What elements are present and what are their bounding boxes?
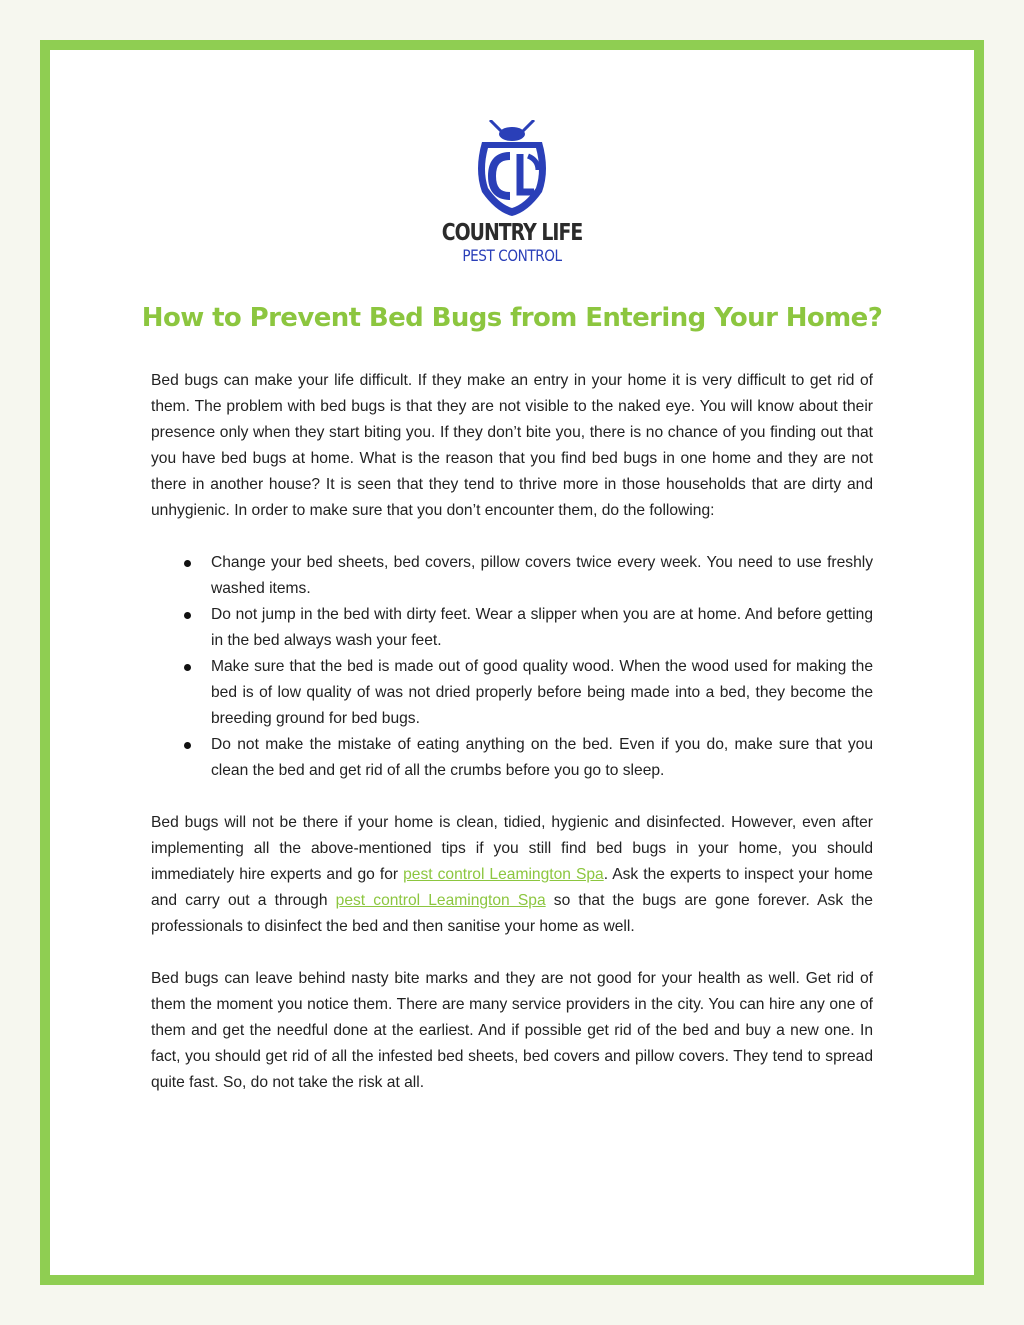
list-item-text: Do not jump in the bed with dirty feet. Wear a slipper when you are at home. And before getting in the bed always wash your feet. <box>211 606 873 649</box>
paragraph-text: Bed bugs will not be there if your home is clean, tidied, hygienic and disinfected. However, even after implementing all the above-mentioned tips if you still find bed bugs in your home, you should immediately hire experts and go for <box>151 814 873 883</box>
logo-brand-name: COUNTRY LIFE <box>441 220 583 246</box>
list-item-text: Make sure that the bed is made out of good quality wood. When the wood used for making the bed is of low quality of was not dried properly before being made into a bed, they become the breeding ground for bed bugs. <box>211 658 873 727</box>
list-item <box>211 732 873 784</box>
tips-list <box>151 550 873 784</box>
paragraph-spacer <box>151 940 873 966</box>
bullet-icon <box>184 560 191 567</box>
list-item-text: Do not make the mistake of eating anything on the bed. Even if you do, make sure that you clean the bed and get rid of all the crumbs before you go to sleep. <box>211 736 873 779</box>
list-item <box>211 654 873 732</box>
bug-emblem-icon <box>424 120 600 220</box>
bullet-icon <box>184 612 191 619</box>
paragraph-text: . Ask the experts to inspect your home and carry out a through <box>151 866 873 909</box>
bullet-icon <box>184 664 191 671</box>
closing-paragraph: Bed bugs can leave behind nasty bite marks and they are not good for your health as well. Get rid of them the moment you notice them. There are many service providers in the city. You can hire any one of them and get the needful done at the earliest. And if possible get rid of the bed and buy a new one. In fact, you should get rid of all the infested bed sheets, bed covers and pillow covers. They tend to spread quite fast. So, do not take the risk at all. <box>151 970 873 1091</box>
pest-control-link[interactable]: pest control Leamington Spa <box>335 892 546 909</box>
experts-paragraph <box>151 810 873 940</box>
page-title: How to Prevent Bed Bugs from Entering Your Home? <box>141 303 883 333</box>
pest-control-link[interactable]: pest control Leamington Spa <box>403 866 604 883</box>
list-item <box>211 602 873 654</box>
paragraph-text: so that the bugs are gone forever. Ask the professionals to disinfect the bed and then sanitise your home as well. <box>151 892 873 935</box>
intro-paragraph: Bed bugs can make your life difficult. If they make an entry in your home it is very difficult to get rid of them. The problem with bed bugs is that they are not visible to the naked eye. You will know about their presence only when they start biting you. If they don’t bite you, there is no chance of you finding out that you have bed bugs at home. What is the reason that you find bed bugs in one home and they are not there in another house? It is seen that they tend to thrive more in those households that are dirty and unhygienic. In order to make sure that you don’t encounter them, do the following: <box>151 372 873 519</box>
bullet-icon <box>184 742 191 749</box>
company-logo <box>424 120 600 270</box>
logo-tagline: PEST CONTROL <box>462 246 562 265</box>
list-item <box>211 550 873 602</box>
list-item-text: Change your bed sheets, bed covers, pillow covers twice every week. You need to use freshly washed items. <box>211 554 873 597</box>
article-body <box>151 368 873 1096</box>
